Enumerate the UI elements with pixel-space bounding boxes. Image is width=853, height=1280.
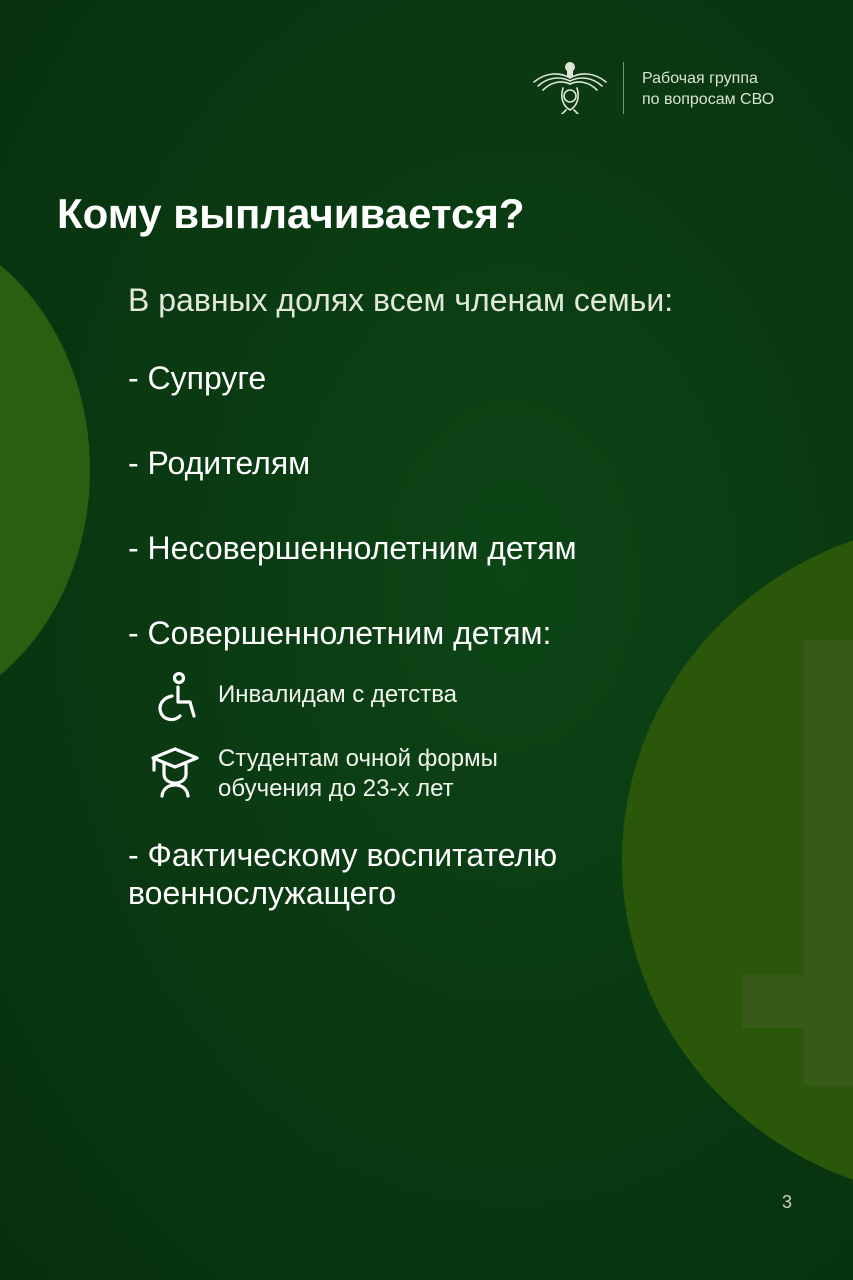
graduation-cap-icon: [150, 744, 200, 798]
eagle-emblem-icon: [530, 58, 610, 114]
background-ruble-bar: [742, 975, 853, 1028]
page-title: Кому выплачивается?: [57, 190, 525, 237]
sub-item-students-line2: обучения до 23-х лет: [218, 775, 454, 802]
list-item-adult-children: - Совершеннолетним детям:: [128, 615, 552, 651]
list-item-guardian-line2: военнослужащего: [128, 875, 397, 911]
sub-item-students-line1: Студентам очной формы: [218, 745, 498, 772]
list-item-parents: - Родителям: [128, 445, 311, 481]
wheelchair-icon: [150, 672, 200, 726]
list-item-minor-children: - Несовершеннолетним детям: [128, 530, 577, 566]
org-name-line1: Рабочая группа: [642, 70, 758, 87]
list-item-guardian-line1: - Фактическому воспитателю: [128, 837, 558, 873]
subtitle: В равных долях всем членам семьи:: [128, 282, 674, 318]
list-item-spouse: - Супруге: [128, 360, 267, 396]
page-number: 3: [782, 1192, 793, 1212]
header-divider: [623, 62, 624, 114]
sub-item-disabled-label: Инвалидам с детства: [218, 681, 458, 708]
org-name-line2: по вопросам СВО: [642, 91, 775, 108]
org-name: [642, 68, 774, 110]
background-circle-left: [0, 220, 90, 720]
